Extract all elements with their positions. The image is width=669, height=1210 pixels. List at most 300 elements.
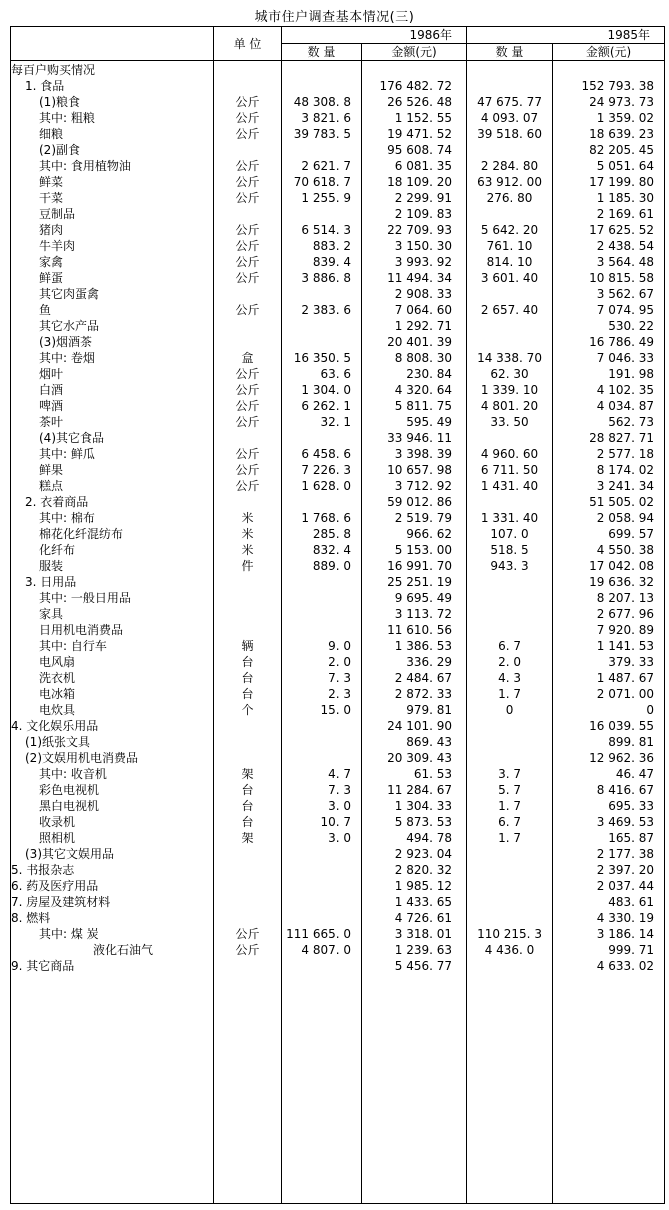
amount-1985-cell: 1 487. 67: [553, 670, 665, 686]
qty-1985-cell: 1. 7: [467, 798, 553, 814]
row-unit: [214, 430, 282, 446]
row-label: 猪肉: [11, 222, 214, 238]
amount-1986-cell: 4 320. 64: [362, 382, 467, 398]
row-label: 鲜菜: [11, 174, 214, 190]
qty-1986-cell: [282, 862, 362, 878]
row-label: 家具: [11, 606, 214, 622]
amount-1986-cell: 7 064. 60: [362, 302, 467, 318]
qty-1986-cell: 7 226. 3: [282, 462, 362, 478]
qty-1985-cell: 5 642. 20: [467, 222, 553, 238]
table-row: [11, 206, 665, 222]
qty-1986-cell: 6 514. 3: [282, 222, 362, 238]
qty-1986-cell: [282, 494, 362, 510]
table-row: [11, 110, 665, 126]
amount-1986-cell: 10 657. 98: [362, 462, 467, 478]
row-label: 3. 日用品: [11, 574, 214, 590]
qty-1985-cell: 276. 80: [467, 190, 553, 206]
qty-1986-cell: 2 621. 7: [282, 158, 362, 174]
qty-1985-cell: 1 339. 10: [467, 382, 553, 398]
row-unit: 公斤: [214, 126, 282, 142]
amount-1986-cell: 11 610. 56: [362, 622, 467, 638]
qty-1986-cell: 883. 2: [282, 238, 362, 254]
amount-1985-cell: 4 034. 87: [553, 398, 665, 414]
row-label: 黑白电视机: [11, 798, 214, 814]
qty-1985-cell: 2 657. 40: [467, 302, 553, 318]
amount-1986-cell: 1 239. 63: [362, 942, 467, 958]
amount-1986-cell: 979. 81: [362, 702, 467, 718]
table-row: [11, 606, 665, 622]
table-row: [11, 126, 665, 142]
table-row: [11, 766, 665, 782]
qty-1986-cell: [282, 750, 362, 766]
row-unit: [214, 718, 282, 734]
qty-1985-cell: 2. 0: [467, 654, 553, 670]
qty-1985-cell: 47 675. 77: [467, 94, 553, 110]
qty-1986-cell: 32. 1: [282, 414, 362, 430]
amount-1986-cell: 2 484. 67: [362, 670, 467, 686]
qty-1985-cell: 814. 10: [467, 254, 553, 270]
row-unit: [214, 846, 282, 862]
qty-1985-cell: [467, 430, 553, 446]
table-row: [11, 254, 665, 270]
table-row: [11, 814, 665, 830]
qty-1986-cell: [282, 78, 362, 94]
amount-1985-cell: 16 786. 49: [553, 334, 665, 350]
qty-1986-cell: 2 383. 6: [282, 302, 362, 318]
table-row: [11, 398, 665, 414]
qty-1985-cell: [467, 958, 553, 974]
table-row: [11, 622, 665, 638]
amount-1985-cell: 19 636. 32: [553, 574, 665, 590]
table-row: [11, 558, 665, 574]
qty-1986-cell: 839. 4: [282, 254, 362, 270]
qty-1985-cell: [467, 494, 553, 510]
qty-1985-cell: 3 601. 40: [467, 270, 553, 286]
row-unit: [214, 78, 282, 94]
row-label: 其中: 鲜瓜: [11, 446, 214, 462]
qty-1986-cell: [282, 718, 362, 734]
row-label: 其中: 一般日用品: [11, 590, 214, 606]
amount-1986-cell: 22 709. 93: [362, 222, 467, 238]
qty-1986-cell: [282, 878, 362, 894]
qty-1986-cell: [282, 734, 362, 750]
row-unit: 公斤: [214, 238, 282, 254]
qty-1986-cell: [282, 606, 362, 622]
amount-1986-cell: 3 993. 92: [362, 254, 467, 270]
row-label: (2)文娱用机电消费品: [11, 750, 214, 766]
amount-1985-cell: 530. 22: [553, 318, 665, 334]
qty-1985-cell: 943. 3: [467, 558, 553, 574]
table-row: [11, 654, 665, 670]
table-row: [11, 61, 665, 79]
amount-1985-cell: 483. 61: [553, 894, 665, 910]
amount-1985-header: 金额(元): [553, 44, 665, 61]
table-row: [11, 862, 665, 878]
qty-1986-cell: 16 350. 5: [282, 350, 362, 366]
qty-1986-cell: 10. 7: [282, 814, 362, 830]
qty-1985-cell: 6. 7: [467, 638, 553, 654]
amount-1985-cell: 3 241. 34: [553, 478, 665, 494]
qty-1986-cell: 1 768. 6: [282, 510, 362, 526]
table-filler-row: [11, 974, 665, 1204]
amount-1985-cell: 12 962. 36: [553, 750, 665, 766]
table-row: [11, 670, 665, 686]
qty-1985-cell: 518. 5: [467, 542, 553, 558]
table-row: [11, 750, 665, 766]
amount-1985-cell: 17 625. 52: [553, 222, 665, 238]
amount-1985-cell: 3 186. 14: [553, 926, 665, 942]
amount-1985-cell: 24 973. 73: [553, 94, 665, 110]
row-label: 7. 房屋及建筑材料: [11, 894, 214, 910]
row-label: 其中: 收音机: [11, 766, 214, 782]
row-label: 棉花化纤混纺布: [11, 526, 214, 542]
amount-1986-cell: 966. 62: [362, 526, 467, 542]
row-label: 电冰箱: [11, 686, 214, 702]
table-row: [11, 926, 665, 942]
row-label: 糕点: [11, 478, 214, 494]
row-unit: 公斤: [214, 174, 282, 190]
table-row: [11, 590, 665, 606]
row-unit: 辆: [214, 638, 282, 654]
row-unit: 架: [214, 766, 282, 782]
table-row: [11, 350, 665, 366]
amount-1986-cell: 1 292. 71: [362, 318, 467, 334]
amount-1986-cell: 33 946. 11: [362, 430, 467, 446]
qty-1985-cell: 14 338. 70: [467, 350, 553, 366]
row-unit: 公斤: [214, 446, 282, 462]
amount-1985-cell: 10 815. 58: [553, 270, 665, 286]
amount-1986-cell: 59 012. 86: [362, 494, 467, 510]
qty-1985-cell: [467, 606, 553, 622]
amount-1986-cell: 595. 49: [362, 414, 467, 430]
qty-1985-cell: 1. 7: [467, 686, 553, 702]
row-label: (1)粮食: [11, 94, 214, 110]
amount-1985-cell: 2 438. 54: [553, 238, 665, 254]
row-unit: [214, 750, 282, 766]
row-label: (4)其它食品: [11, 430, 214, 446]
amount-1986-cell: 1 304. 33: [362, 798, 467, 814]
amount-1986-cell: 16 991. 70: [362, 558, 467, 574]
amount-1985-cell: 695. 33: [553, 798, 665, 814]
qty-1985-cell: [467, 334, 553, 350]
row-label: 6. 药及医疗用品: [11, 878, 214, 894]
amount-1985-cell: 1 185. 30: [553, 190, 665, 206]
table-row: [11, 174, 665, 190]
row-label: 电风扇: [11, 654, 214, 670]
qty-1986-cell: [282, 286, 362, 302]
amount-1985-cell: 0: [553, 702, 665, 718]
qty-1985-cell: 63 912. 00: [467, 174, 553, 190]
qty-1985-cell: [467, 734, 553, 750]
qty-1985-cell: 110 215. 3: [467, 926, 553, 942]
amount-1986-cell: [362, 61, 467, 79]
qty-1985-cell: [467, 846, 553, 862]
amount-1986-cell: 3 150. 30: [362, 238, 467, 254]
row-label: 2. 衣着商品: [11, 494, 214, 510]
table-row: [11, 382, 665, 398]
table-row: [11, 846, 665, 862]
amount-1986-cell: 4 726. 61: [362, 910, 467, 926]
qty-1986-cell: 2. 0: [282, 654, 362, 670]
amount-1985-cell: 1 359. 02: [553, 110, 665, 126]
row-unit: [214, 862, 282, 878]
table-row: [11, 910, 665, 926]
qty-1985-header: 数 量: [467, 44, 553, 61]
qty-1986-cell: [282, 61, 362, 79]
qty-1985-cell: 1 431. 40: [467, 478, 553, 494]
row-unit: 公斤: [214, 158, 282, 174]
amount-1985-cell: 28 827. 71: [553, 430, 665, 446]
amount-1986-cell: 2 923. 04: [362, 846, 467, 862]
table-row: [11, 302, 665, 318]
qty-1986-cell: 9. 0: [282, 638, 362, 654]
row-unit: 公斤: [214, 190, 282, 206]
row-unit: 公斤: [214, 94, 282, 110]
qty-1986-cell: 4 807. 0: [282, 942, 362, 958]
item-header: [11, 27, 214, 61]
qty-1986-header: 数 量: [282, 44, 362, 61]
amount-1986-cell: 2 908. 33: [362, 286, 467, 302]
row-unit: 公斤: [214, 110, 282, 126]
amount-1985-cell: 999. 71: [553, 942, 665, 958]
table-row: [11, 526, 665, 542]
row-label: 其中: 自行车: [11, 638, 214, 654]
amount-1985-cell: 165. 87: [553, 830, 665, 846]
qty-1985-cell: 0: [467, 702, 553, 718]
row-unit: 公斤: [214, 926, 282, 942]
amount-1986-cell: 3 712. 92: [362, 478, 467, 494]
amount-1985-cell: 18 639. 23: [553, 126, 665, 142]
amount-1985-cell: 699. 57: [553, 526, 665, 542]
amount-1985-cell: 46. 47: [553, 766, 665, 782]
qty-1985-cell: [467, 574, 553, 590]
amount-1986-cell: 1 433. 65: [362, 894, 467, 910]
amount-1986-cell: 2 519. 79: [362, 510, 467, 526]
amount-1986-cell: 6 081. 35: [362, 158, 467, 174]
row-label: 其中: 粗粮: [11, 110, 214, 126]
amount-1986-cell: 61. 53: [362, 766, 467, 782]
header-row-years: [11, 27, 665, 44]
amount-1985-cell: 8 174. 02: [553, 462, 665, 478]
qty-1985-cell: [467, 894, 553, 910]
survey-table: [10, 26, 665, 1204]
table-row: [11, 190, 665, 206]
qty-1986-cell: 15. 0: [282, 702, 362, 718]
amount-1986-cell: 9 695. 49: [362, 590, 467, 606]
row-label: 鲜蛋: [11, 270, 214, 286]
amount-1985-cell: 3 469. 53: [553, 814, 665, 830]
qty-1986-cell: 7. 3: [282, 782, 362, 798]
row-label: 每百户购买情况: [11, 61, 214, 79]
row-label: 其中: 棉布: [11, 510, 214, 526]
row-unit: [214, 590, 282, 606]
row-label: 鱼: [11, 302, 214, 318]
amount-1985-cell: 379. 33: [553, 654, 665, 670]
amount-1986-cell: 2 299. 91: [362, 190, 467, 206]
qty-1986-cell: 48 308. 8: [282, 94, 362, 110]
qty-1985-cell: [467, 862, 553, 878]
row-label: 啤酒: [11, 398, 214, 414]
amount-1986-cell: 3 318. 01: [362, 926, 467, 942]
amount-1986-cell: 11 284. 67: [362, 782, 467, 798]
row-unit: [214, 142, 282, 158]
row-label: 其它水产品: [11, 318, 214, 334]
amount-1985-cell: 2 169. 61: [553, 206, 665, 222]
table-row: [11, 478, 665, 494]
row-unit: [214, 286, 282, 302]
qty-1986-cell: 3. 0: [282, 798, 362, 814]
amount-1986-cell: 5 873. 53: [362, 814, 467, 830]
amount-1985-cell: 7 046. 33: [553, 350, 665, 366]
empty-cell: [214, 974, 282, 1204]
row-label: (3)其它文娱用品: [11, 846, 214, 862]
table-row: [11, 78, 665, 94]
qty-1985-cell: [467, 142, 553, 158]
amount-1986-cell: 8 808. 30: [362, 350, 467, 366]
page-title: 城市住户调查基本情况(三): [254, 10, 415, 25]
row-unit: 公斤: [214, 302, 282, 318]
amount-1985-cell: 562. 73: [553, 414, 665, 430]
amount-1985-cell: 191. 98: [553, 366, 665, 382]
row-unit: 公斤: [214, 366, 282, 382]
row-label: (1)纸张文具: [11, 734, 214, 750]
table-row: [11, 270, 665, 286]
row-unit: 台: [214, 814, 282, 830]
qty-1986-cell: [282, 142, 362, 158]
qty-1986-cell: 70 618. 7: [282, 174, 362, 190]
qty-1986-cell: [282, 958, 362, 974]
qty-1986-cell: 6 458. 6: [282, 446, 362, 462]
year-1986-header: 1986年: [282, 27, 467, 44]
amount-1985-cell: 8 416. 67: [553, 782, 665, 798]
qty-1986-cell: [282, 318, 362, 334]
row-unit: 件: [214, 558, 282, 574]
table-row: [11, 702, 665, 718]
row-label: 洗衣机: [11, 670, 214, 686]
table-row: [11, 430, 665, 446]
qty-1985-cell: [467, 718, 553, 734]
table-row: [11, 894, 665, 910]
qty-1986-cell: [282, 334, 362, 350]
row-label: 其中: 煤 炭: [11, 926, 214, 942]
table-row: [11, 958, 665, 974]
qty-1986-cell: 7. 3: [282, 670, 362, 686]
table-row: [11, 830, 665, 846]
table-row: [11, 158, 665, 174]
qty-1985-cell: 4 093. 07: [467, 110, 553, 126]
table-row: [11, 94, 665, 110]
row-label: 其它肉蛋禽: [11, 286, 214, 302]
table-row: [11, 734, 665, 750]
qty-1985-cell: 5. 7: [467, 782, 553, 798]
amount-1986-cell: 2 109. 83: [362, 206, 467, 222]
row-unit: 公斤: [214, 398, 282, 414]
amount-1986-cell: 11 494. 34: [362, 270, 467, 286]
qty-1985-cell: 107. 0: [467, 526, 553, 542]
row-unit: 个: [214, 702, 282, 718]
row-label: 9. 其它商品: [11, 958, 214, 974]
amount-1985-cell: 8 207. 13: [553, 590, 665, 606]
qty-1986-cell: 2. 3: [282, 686, 362, 702]
qty-1985-cell: 4 436. 0: [467, 942, 553, 958]
qty-1986-cell: [282, 590, 362, 606]
empty-cell: [467, 974, 553, 1204]
table-row: [11, 462, 665, 478]
table-row: [11, 366, 665, 382]
amount-1985-cell: 2 058. 94: [553, 510, 665, 526]
qty-1985-cell: 6. 7: [467, 814, 553, 830]
row-unit: 盒: [214, 350, 282, 366]
row-label: 电炊具: [11, 702, 214, 718]
row-unit: 公斤: [214, 254, 282, 270]
qty-1985-cell: [467, 318, 553, 334]
amount-1986-cell: 5 811. 75: [362, 398, 467, 414]
amount-1985-cell: 82 205. 45: [553, 142, 665, 158]
amount-1986-cell: 176 482. 72: [362, 78, 467, 94]
qty-1985-cell: [467, 622, 553, 638]
row-label: 白酒: [11, 382, 214, 398]
amount-1985-cell: 5 051. 64: [553, 158, 665, 174]
amount-1985-cell: 4 330. 19: [553, 910, 665, 926]
qty-1985-cell: 3. 7: [467, 766, 553, 782]
row-unit: 台: [214, 782, 282, 798]
row-label: 日用机电消费品: [11, 622, 214, 638]
qty-1985-cell: [467, 878, 553, 894]
row-unit: 台: [214, 798, 282, 814]
qty-1986-cell: 3. 0: [282, 830, 362, 846]
table-row: [11, 782, 665, 798]
table-row: [11, 334, 665, 350]
amount-1985-cell: 3 562. 67: [553, 286, 665, 302]
year-1985-header: 1985年: [467, 27, 665, 44]
qty-1985-cell: 2 284. 80: [467, 158, 553, 174]
empty-cell: [362, 974, 467, 1204]
qty-1985-cell: [467, 590, 553, 606]
row-unit: 公斤: [214, 222, 282, 238]
row-unit: 米: [214, 526, 282, 542]
amount-1985-cell: 899. 81: [553, 734, 665, 750]
table-row: [11, 446, 665, 462]
row-unit: 架: [214, 830, 282, 846]
amount-1985-cell: 4 550. 38: [553, 542, 665, 558]
row-label: 彩色电视机: [11, 782, 214, 798]
amount-1986-cell: 494. 78: [362, 830, 467, 846]
qty-1986-cell: 1 628. 0: [282, 478, 362, 494]
amount-1986-cell: 26 526. 48: [362, 94, 467, 110]
amount-1986-cell: 3 113. 72: [362, 606, 467, 622]
qty-1986-cell: [282, 430, 362, 446]
row-unit: [214, 606, 282, 622]
amount-1986-cell: 2 820. 32: [362, 862, 467, 878]
row-label: 豆制品: [11, 206, 214, 222]
table-row: [11, 878, 665, 894]
table-row: [11, 686, 665, 702]
row-label: 4. 文化娱乐用品: [11, 718, 214, 734]
qty-1985-cell: 1 331. 40: [467, 510, 553, 526]
table-body: [11, 61, 665, 1204]
amount-1985-cell: 2 397. 20: [553, 862, 665, 878]
qty-1985-cell: [467, 910, 553, 926]
qty-1986-cell: 39 783. 5: [282, 126, 362, 142]
qty-1985-cell: [467, 286, 553, 302]
qty-1986-cell: [282, 574, 362, 590]
amount-1985-cell: 2 071. 00: [553, 686, 665, 702]
row-unit: [214, 574, 282, 590]
qty-1985-cell: 4 960. 60: [467, 446, 553, 462]
qty-1986-cell: 1 304. 0: [282, 382, 362, 398]
table-row: [11, 414, 665, 430]
row-label: 5. 书报杂志: [11, 862, 214, 878]
